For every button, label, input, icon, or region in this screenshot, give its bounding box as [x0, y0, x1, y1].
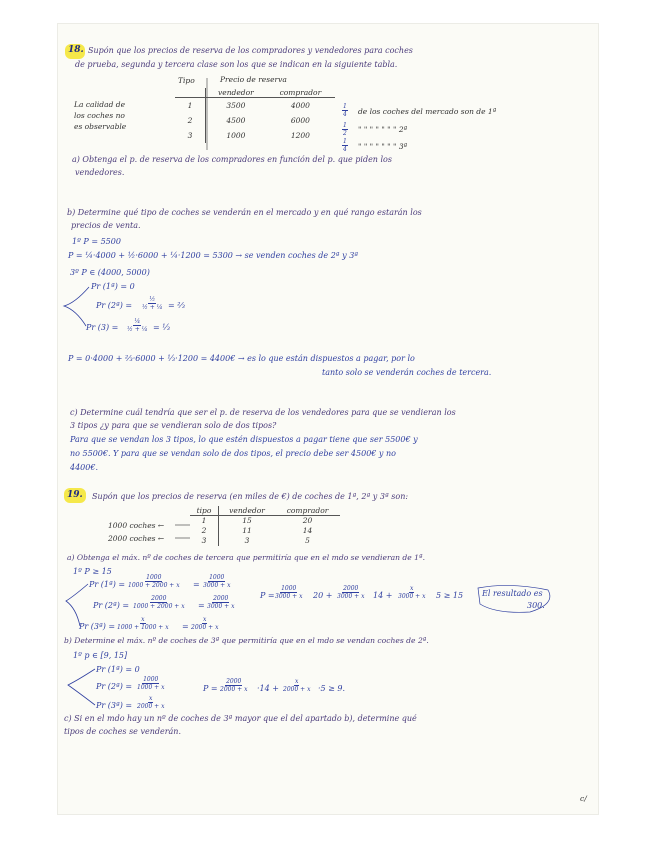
p18-col-vendedor: vendedor [206, 88, 266, 98]
p19b-pr3-fraction: $\frac{x}{2000 + x}$ [137, 695, 165, 710]
p19a-pr3-fraction2: $\frac{x}{2000 + x}$ [191, 616, 219, 631]
p18-table-col-tipo: Tipo [178, 76, 195, 85]
page-corner-mark: c/ [580, 794, 587, 803]
p18b-question-line1: b) Determine qué tipo de coches se venderán en el mercado y en qué rango estarán los [67, 208, 422, 217]
p18-quality-note-1: La calidad de [74, 100, 126, 109]
p19b-p-fraction2: $\frac{x}{2000 + x}$ [283, 678, 311, 693]
p19b-pr3-lhs: Pr (3ª) = [96, 701, 133, 710]
p18b-pr3-lhs: Pr (3) = [86, 323, 119, 332]
p19-row2-comprador: 14 [302, 526, 313, 535]
p19a-p-term3: 5 ≥ 15 [436, 591, 464, 600]
p19a-p-fraction2: $\frac{2000}{3000 + x}$ [337, 585, 365, 600]
p19b-work-line1: 1º p ∈ [9, 15] [73, 651, 128, 660]
p18c-answer-line2: no 5500€. Y para que se vendan solo de dos tipos, el precio debe ser 4500€ y no [70, 449, 396, 458]
p18-row2-vendedor: 4500 [226, 115, 246, 125]
p18b-pr2-result: = ⅔ [168, 301, 185, 310]
p19-row1-tipo: 1 [190, 516, 219, 526]
p19a-pr1-fraction2: $\frac{1000}{3000 + x}$ [203, 574, 231, 589]
p18-row1-vendedor: 3500 [226, 100, 246, 110]
p19b-p-lhs: P = [203, 684, 218, 693]
p18b-work-line1: 1º P = 5500 [72, 237, 121, 246]
p19-row2-tipo: 2 [190, 526, 219, 536]
p19b-question: b) Determine el máx. nº de coches de 3ª que permitiría que en el mdo se vendan coches de 2ª. [64, 636, 429, 645]
p19-row2-vendedor: 11 [242, 526, 252, 535]
p18c-answer-line1: Para que se vendan los 3 tipos, lo que estén dispuestos a pagar tiene que ser 5500€ y [70, 435, 418, 444]
p19b-pr1: Pr (1ª) = 0 [96, 665, 140, 674]
p18-fraction-2: $\frac{1}{2}$ [343, 122, 347, 137]
p19c-question-line2: tipos de coches se venderán. [64, 727, 182, 736]
p18b-pr3-fraction: ¼ ½ + ¼ [127, 318, 148, 333]
p19b-pr2-fraction: $\frac{1000}{1000 + x}$ [137, 676, 165, 691]
p19a-pr1-fraction: $\frac{1000}{1000 + 2000 + x}$ [128, 574, 180, 589]
p18b-question-line2: precios de venta. [71, 221, 141, 230]
problem-18-number: 18. [68, 45, 84, 55]
p18-row2-comprador: 6000 [290, 115, 310, 125]
p18b-pr2-fraction: ½ ½ + ¼ [142, 296, 163, 311]
p18-row1-tipo: 1 [175, 98, 206, 113]
p19b-p-term2: ·5 ≥ 9. [318, 684, 346, 693]
p19a-pr2-lhs: Pr (2ª) = [93, 601, 130, 610]
p19-row3-tipo: 3 [190, 536, 219, 546]
p18-row3-comprador: 1200 [290, 130, 310, 140]
p19c-question-line1: c) Si en el mdo hay un nº de coches de 3ª mayor que el del apartado b), determine qué [64, 714, 417, 723]
p18-col-comprador: comprador [266, 88, 335, 98]
p18b-final-line2: tanto solo se venderán coches de tercera. [322, 368, 492, 377]
p18-statement-line1: Supón que los precios de reserva de los compradores y vendedores para coches [88, 46, 413, 55]
p19a-p-lhs: P = [260, 591, 275, 600]
p18-side-note-3: " " " " " " " 3ª [358, 142, 408, 151]
p18c-question-line1: c) Determine cuál tendría que ser el p. de reserva de los vendedores para que se vendieran los [70, 408, 456, 417]
p19a-p-fraction3: $\frac{x}{3000 + x}$ [398, 585, 426, 600]
p18-row3-tipo: 3 [175, 128, 206, 143]
p19b-pr2-lhs: Pr (2ª) = [96, 682, 133, 691]
p18b-final-line1: P = 0·4000 + ⅔·6000 + ⅓·1200 = 4400€ → es lo que están dispuestos a pagar, por lo [68, 354, 415, 363]
p19a-result: El resultado es [482, 589, 543, 598]
p18-side-note-2: " " " " " " " 2ª [358, 125, 408, 134]
p19a-pr1-eq: = [193, 580, 200, 589]
p19a-pr1-lhs: Pr (1ª) = [89, 580, 126, 589]
p19a-p-term1: 20 + [313, 591, 333, 600]
p19a-pr2-fraction: $\frac{2000}{1000 + 2000 + x}$ [133, 595, 185, 610]
p18-table-col-precio: Precio de reserva [220, 75, 287, 84]
p19a-pr2-fraction2: $\frac{2000}{3000 + x}$ [207, 595, 235, 610]
p18-quality-note-3: es observable [74, 122, 127, 131]
p19b-p-fraction1: $\frac{2000}{2000 + x}$ [220, 678, 248, 693]
p18-fraction-1: $\frac{1}{4}$ [343, 103, 347, 118]
p19a-pr3-fraction: $\frac{x}{1000 + 1000 + x}$ [117, 616, 169, 631]
p18b-work-line3: 3º P ∈ (4000, 5000) [70, 268, 150, 277]
p19a-pr3-lhs: Pr (3ª) = [79, 622, 116, 631]
p18-row1-comprador: 4000 [290, 100, 310, 110]
p18b-pr3-result: = ⅓ [153, 323, 170, 332]
p19-col-comprador: comprador [275, 506, 340, 516]
p19-row3-vendedor: 3 [244, 536, 250, 545]
p19-row3-comprador: 5 [305, 536, 310, 545]
p19a-question: a) Obtenga el máx. nº de coches de tercera que permitiría que en el mdo se vendieran de 1ª. [67, 553, 426, 562]
problem-19-number: 19. [67, 490, 83, 500]
p19-col-tipo: tipo [190, 506, 219, 516]
p18-side-note-1: de los coches del mercado son de 1ª [358, 107, 497, 116]
p18-row2-tipo: 2 [175, 113, 206, 128]
p19a-p-fraction1: $\frac{1000}{3000 + x}$ [275, 585, 303, 600]
p19a-pr3-eq: = [182, 622, 189, 631]
p18b-work-line2: P = ¼·4000 + ½·6000 + ¼·1200 = 5300 → se venden coches de 2ª y 3ª [68, 251, 359, 260]
p19a-p-term2: 14 + [373, 591, 393, 600]
p18a-question-line1: a) Obtenga el p. de reserva de los compradores en función del p. que piden los [72, 155, 392, 164]
p19-col-vendedor: vendedor [219, 506, 276, 516]
p19-row1-vendedor: 15 [242, 516, 252, 526]
p18c-answer-line3: 4400€. [70, 463, 98, 472]
p19-label-2000: 2000 coches ← [108, 534, 165, 543]
p19-row1-comprador: 20 [302, 516, 313, 526]
p19-statement: Supón que los precios de reserva (en miles de €) de coches de 1ª, 2ª y 3ª son: [92, 492, 409, 501]
p18c-question-line2: 3 tipos ¿y para que se vendieran solo de dos tipos? [70, 421, 277, 430]
p19a-work-line1: 1º P ≥ 15 [73, 567, 112, 576]
p19b-p-term1: ·14 + [257, 684, 279, 693]
p19a-pr2-eq: = [198, 601, 205, 610]
p18-quality-note-2: los coches no [74, 111, 125, 120]
p19a-result-value: 300. [527, 601, 545, 610]
p18b-pr1: Pr (1ª) = 0 [91, 282, 135, 291]
p18-row3-vendedor: 1000 [226, 130, 246, 140]
p18-fraction-3: $\frac{1}{4}$ [343, 138, 347, 153]
p18-reserve-price-table [175, 88, 335, 143]
p18a-question-line2: vendedores. [75, 168, 125, 177]
p19-reserve-price-table [190, 506, 340, 546]
p18b-pr2-lhs: Pr (2ª) = [96, 301, 133, 310]
p19-label-1000: 1000 coches ← [108, 521, 165, 530]
p18-statement-line2: de prueba, segunda y tercera clase son los que se indican en la siguiente tabla. [75, 60, 398, 69]
